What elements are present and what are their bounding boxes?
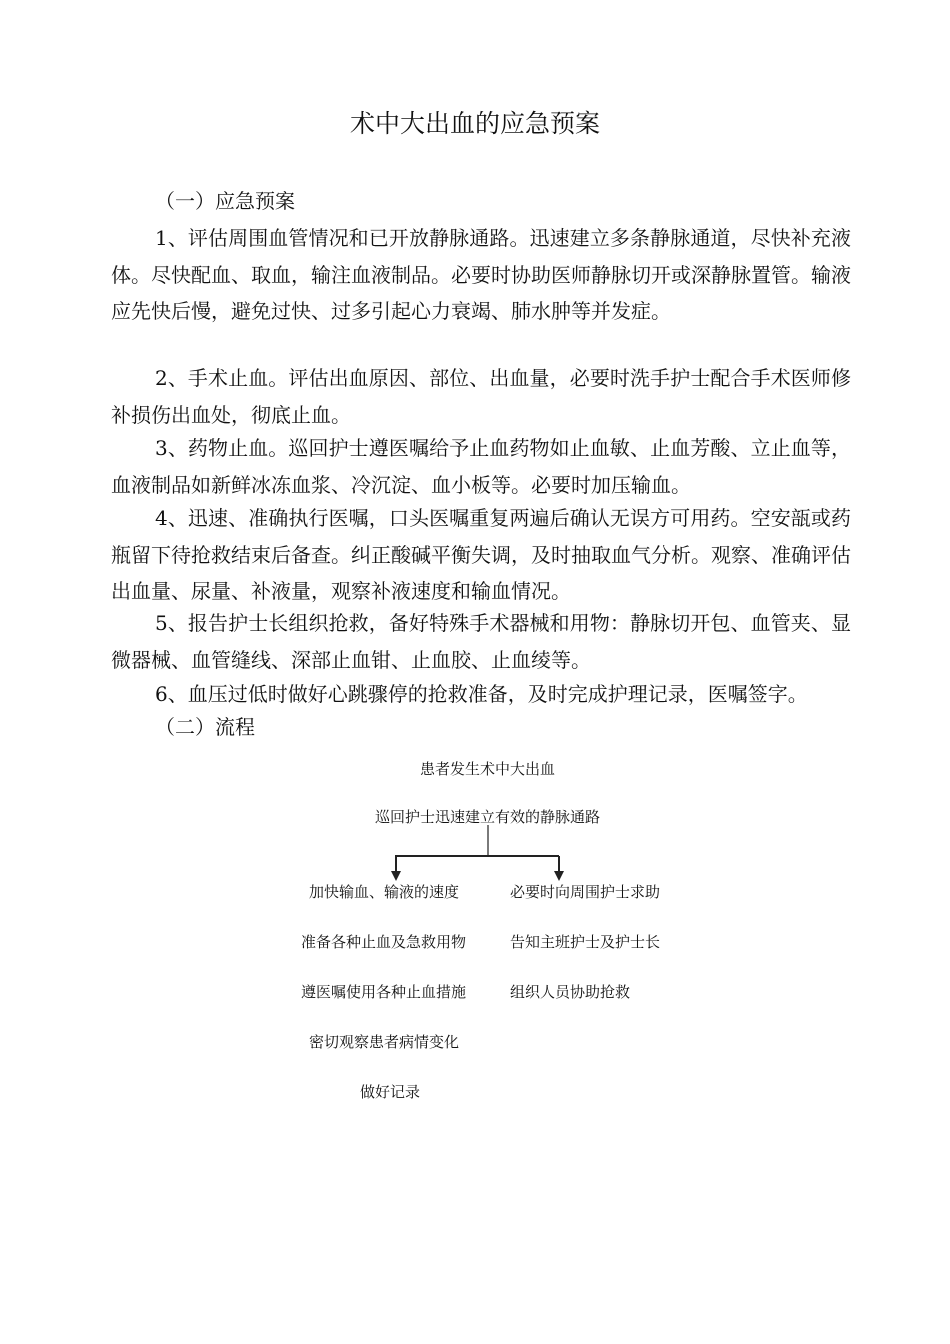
paragraph-4: 4、迅速、准确执行医嘱，口头医嘱重复两遍后确认无误方可用药。空安瓿或药瓶留下待抢救结束后备查。纠正酸碱平衡失调，及时抽取血气分析。观察、准确评估出血量、尿量、补液量，观察补液速度和输血情况。 [111, 506, 851, 603]
section-heading-emergency-plan: （一）应急预案 [155, 189, 295, 213]
page-title: 术中大出血的应急预案 [349, 109, 600, 138]
flow-right-step-3: 组织人员协助抢救 [510, 983, 631, 1001]
paragraph-1: 1、评估周围血管情况和已开放静脉通路。迅速建立多条静脉通道，尽快补充液体。尽快配血、取血，输注血液制品。必要时协助医师静脉切开或深静脉置管。输液应先快后慢，避免过快、过多引起心力衰竭、肺水肿等并发症。 [111, 226, 851, 323]
flow-left-step-1: 加快输血、输液的速度 [309, 883, 460, 901]
flow-right-step-2: 告知主班护士及护士长 [510, 933, 661, 951]
paragraph-3: 3、药物止血。巡回护士遵医嘱给予止血药物如止血敏、止血芳酸、立止血等，血液制品如新鲜冰冻血浆、冷沉淀、血小板等。必要时加压输血。 [111, 436, 851, 497]
arrowhead-right [554, 871, 564, 881]
arrowhead-left [391, 871, 401, 881]
flow-left-step-2: 准备各种止血及急救用物 [301, 933, 467, 951]
flow-step-venous-access: 巡回护士迅速建立有效的静脉通路 [374, 808, 600, 826]
paragraph-2: 2、手术止血。评估出血原因、部位、出血量，必要时洗手护士配合手术医师修补损伤出血处，彻底止血。 [111, 366, 851, 427]
flow-left-step-4: 密切观察患者病情变化 [309, 1033, 460, 1051]
flow-left-step-3: 遵医嘱使用各种止血措施 [301, 983, 467, 1001]
flow-left-step-5: 做好记录 [360, 1083, 421, 1101]
flow-right-step-1: 必要时向周围护士求助 [510, 883, 661, 901]
paragraph-5: 5、报告护士长组织抢救，备好特殊手术器械和用物：静脉切开包、血管夹、显微器械、血管缝线、深部止血钳、止血胶、止血绫等。 [111, 611, 851, 672]
paragraph-6: 6、血压过低时做好心跳骤停的抢救准备，及时完成护理记录，医嘱签字。 [155, 682, 808, 706]
section-heading-flow: （二）流程 [155, 715, 255, 739]
flow-start: 患者发生术中大出血 [419, 760, 555, 778]
